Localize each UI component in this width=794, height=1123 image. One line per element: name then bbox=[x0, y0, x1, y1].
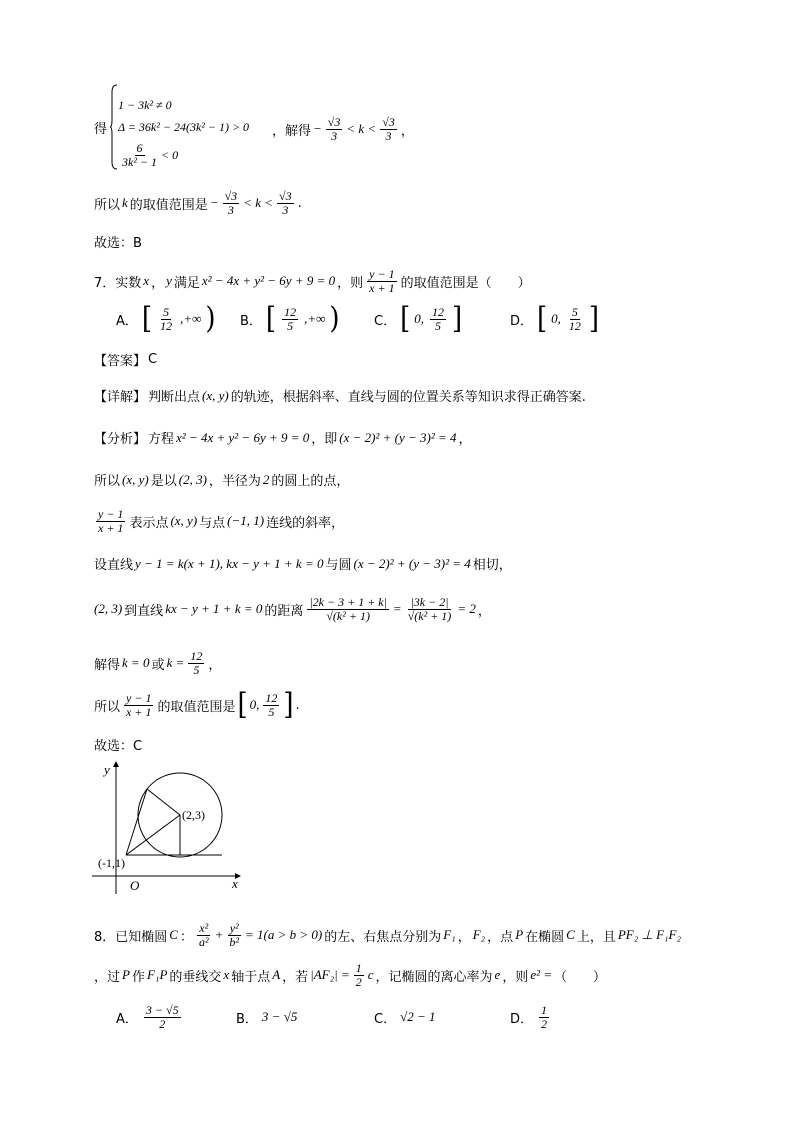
step-5: 解得 k = 0 或 k = $\frac{12}{5}$ ， bbox=[94, 649, 222, 677]
sys-row-1: 1 − 3k² ≠ 0 bbox=[118, 98, 172, 112]
radius-upper bbox=[147, 789, 180, 815]
q7-options bbox=[116, 301, 600, 337]
center-line bbox=[126, 815, 180, 855]
q7-option-d[interactable]: D． [ 0, $\frac{5}{12}$ ] bbox=[510, 301, 600, 337]
step-4: (2, 3) 到直线 kx − y + 1 + k = 0 的距离 $\frac{|2k - 3 + 1 + k|}{\text{√(k² + 1)}}$ = $\frac{|3k - 2|}{\text{√(k² + 1)}}$ = 2 ， bbox=[94, 595, 491, 623]
choose-b: 故选：B bbox=[94, 236, 142, 251]
origin-label: O bbox=[130, 878, 140, 893]
question-7: 7．实数 x ， y 满足 x² − 4x + y² − 6y + 9 = 0 ，则 $\frac{y - 1}{x + 1}$ 的取值范围是（ ） bbox=[94, 267, 531, 295]
sys-row-2: Δ = 36k² − 24(3k² − 1) > 0 bbox=[118, 120, 250, 134]
answer-line: 【答案】 C bbox=[94, 352, 158, 369]
de-text: 得 bbox=[94, 122, 108, 137]
sys3-fraction: $\frac{6}{\text{3k² − 1}}$ bbox=[122, 141, 158, 169]
q7-option-b[interactable]: B． [ $\frac{12}{5}$ ,+∞ ) bbox=[240, 301, 340, 337]
center-label: (2,3) bbox=[182, 808, 205, 822]
q8-option-a[interactable]: A． $\frac{3 - √5}{2}$ bbox=[116, 1003, 179, 1031]
x-label: x bbox=[232, 876, 238, 891]
circle-tangent-figure bbox=[92, 756, 244, 896]
q8-option-b[interactable]: B． 3 − √5 bbox=[236, 1009, 298, 1027]
q7-option-c[interactable]: C． [ 0, $\frac{12}{5}$ ] bbox=[374, 301, 463, 337]
line1-result: ，解得 − $\frac{√3}{3}$ < k < $\frac{√3}{3}$ ， bbox=[272, 115, 414, 143]
line-k-range: 所以 k 的取值范围是 − $\frac{√3}{3}$ < k < $\frac{√3}{3}$ . bbox=[94, 189, 302, 217]
question-8: 8．已知椭圆 C ： $\frac{\text{x²}}{\text{a²}}$ + $\frac{\text{y²}}{\text{b²}}$ = 1(a > b > 0) 的左、右焦点分别为 F₁ ， F₂ ，点 P 在椭圆 C 上，且 PF₂ ⊥ F₁F₂ bbox=[94, 921, 681, 949]
point-label: (-1,1) bbox=[98, 856, 125, 870]
q8-options bbox=[116, 1004, 551, 1030]
sys-row-3: $\frac{6}{\text{3k² − 1}}$ < 0 bbox=[122, 141, 179, 169]
left-brace bbox=[110, 84, 118, 170]
step-3: 设直线 y − 1 = k(x + 1), kx − y + 1 + k = 0 与圆 (x − 2)² + (y − 3)² = 4 相切， bbox=[94, 555, 512, 573]
tangent-upper bbox=[126, 789, 147, 855]
analysis-line: 【分析】 方程 x² − 4x + y² − 6y + 9 = 0 ，即 (x − 2)² + (y − 3)² = 4 ， bbox=[94, 429, 472, 447]
q7-option-a[interactable]: A． [ $\frac{5}{12}$ ,+∞ ) bbox=[116, 301, 216, 337]
q8-option-c[interactable]: C． √2 − 1 bbox=[374, 1009, 436, 1027]
question-8-line-2: ，过 P 作 F₁P 的垂线交 x 轴于点 A ，若 |AF₂| = $\frac{1}{2}$ c ，记椭圆的离心率为 e ，则 e² = （ ） bbox=[94, 961, 607, 989]
choose-c: 故选：C bbox=[94, 739, 143, 754]
detail-line: 【详解】 判断出点 (x, y) 的轨迹，根据斜率、直线与圆的位置关系等知识求得正确答案. bbox=[94, 387, 586, 405]
step-1: 所以 (x, y) 是以 (2, 3) ，半径为 2 的圆上的点， bbox=[94, 471, 350, 489]
line-system bbox=[94, 118, 107, 137]
step-2: $\frac{y - 1}{x + 1}$ 表示点 (x, y) 与点 (−1, 1) 连线的斜率， bbox=[98, 507, 345, 535]
q8-option-d[interactable]: D． $\frac{1}{2}$ bbox=[510, 1003, 548, 1031]
step-6: 所以 $\frac{y - 1}{x + 1}$ 的取值范围是 [ 0, $\frac{12}{5}$ ] . bbox=[94, 687, 300, 723]
y-label: y bbox=[104, 762, 110, 777]
